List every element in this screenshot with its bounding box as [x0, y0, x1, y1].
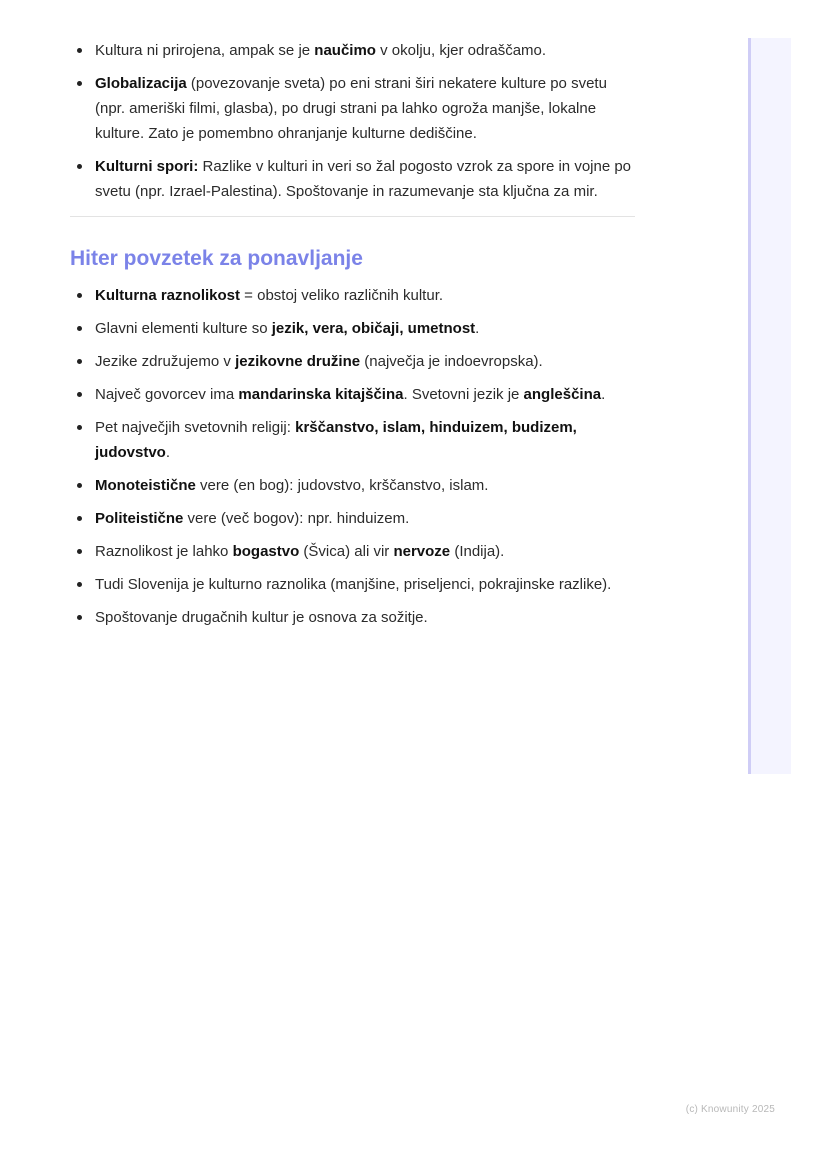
text-segment: Tudi Slovenija je kulturno raznolika (manjšine, priseljenci, pokrajinske razlike).: [95, 576, 612, 593]
text-segment: (Švica) ali vir: [299, 543, 394, 560]
text-segment: Kultura ni prirojena, ampak se je: [95, 42, 315, 59]
text-segment: vere (več bogov): npr. hinduizem.: [183, 510, 410, 527]
text-segment: Glavni elementi kulture so: [95, 320, 272, 337]
text-segment: .: [601, 386, 606, 403]
document-content: [70, 38, 635, 638]
text-segment: Razlike v kulturi in veri so žal pogosto vzrok za spore in vojne po svetu (npr. Izrael-Palestina). Spoštovanje in razumevanje sta ključna za mir.: [95, 158, 632, 200]
side-note-panel: [748, 38, 791, 774]
text-segment: vere (en bog): judovstvo, krščanstvo, islam.: [195, 477, 489, 494]
bold-text: krščanstvo, islam, hinduizem, budizem, judovstvo: [95, 419, 577, 461]
bold-text: mandarinska kitajščina: [238, 386, 404, 403]
list-item: [70, 349, 635, 374]
text-segment: (Indija).: [450, 543, 505, 560]
bold-text: Kulturna raznolikost: [95, 287, 241, 304]
summary-heading: Hiter povzetek za ponavljanje: [70, 247, 363, 270]
bold-text: nervoze: [393, 543, 451, 560]
text-segment: .: [475, 320, 480, 337]
list-item: [70, 71, 635, 146]
list-item: [70, 539, 635, 564]
list-item: [70, 382, 635, 407]
list-item: [70, 605, 635, 630]
list-item: [70, 316, 635, 341]
summary-bullet-list: [70, 283, 635, 630]
text-segment: (povezovanje sveta) po eni strani širi nekatere kulture po svetu (npr. ameriški filmi, glasba), po drugi strani pa lahko ogroža manjše, lokalne kulture. Zato je pomembno ohranjanje kulturne dediščine.: [95, 75, 607, 142]
bold-text: jezikovne družine: [235, 353, 361, 370]
bold-text: naučimo: [314, 42, 376, 59]
text-segment: Pet največjih svetovnih religij:: [95, 419, 296, 436]
bold-text: jezik, vera, običaji, umetnost: [271, 320, 476, 337]
list-item: [70, 283, 635, 308]
section-divider: [70, 216, 635, 217]
top-bullet-list: [70, 38, 635, 204]
text-segment: .: [165, 444, 171, 461]
list-item: [70, 473, 635, 498]
text-segment: Največ govorcev ima: [95, 386, 239, 403]
bold-text: Kulturni spori:: [95, 158, 199, 175]
list-item: [70, 154, 635, 204]
text-segment: (največja je indoevropska).: [360, 353, 543, 370]
bold-text: Politeistične: [95, 510, 184, 527]
bold-text: Globalizacija: [95, 75, 187, 92]
text-segment: v okolju, kjer odraščamo.: [375, 42, 547, 59]
text-segment: Jezike združujemo v: [95, 353, 236, 370]
text-segment: . Svetovni jezik je: [403, 386, 524, 403]
bold-text: angleščina: [523, 386, 602, 403]
list-item: [70, 415, 635, 465]
list-item: [70, 506, 635, 531]
text-segment: Raznolikost je lahko: [95, 543, 233, 560]
text-segment: = obstoj veliko različnih kultur.: [240, 287, 444, 304]
bold-text: Monoteistične: [95, 477, 196, 494]
footer-copyright: (c) Knowunity 2025: [685, 1104, 775, 1115]
bold-text: bogastvo: [232, 543, 300, 560]
list-item: [70, 572, 635, 597]
list-item: [70, 38, 635, 63]
text-segment: Spoštovanje drugačnih kultur je osnova za sožitje.: [95, 609, 428, 626]
